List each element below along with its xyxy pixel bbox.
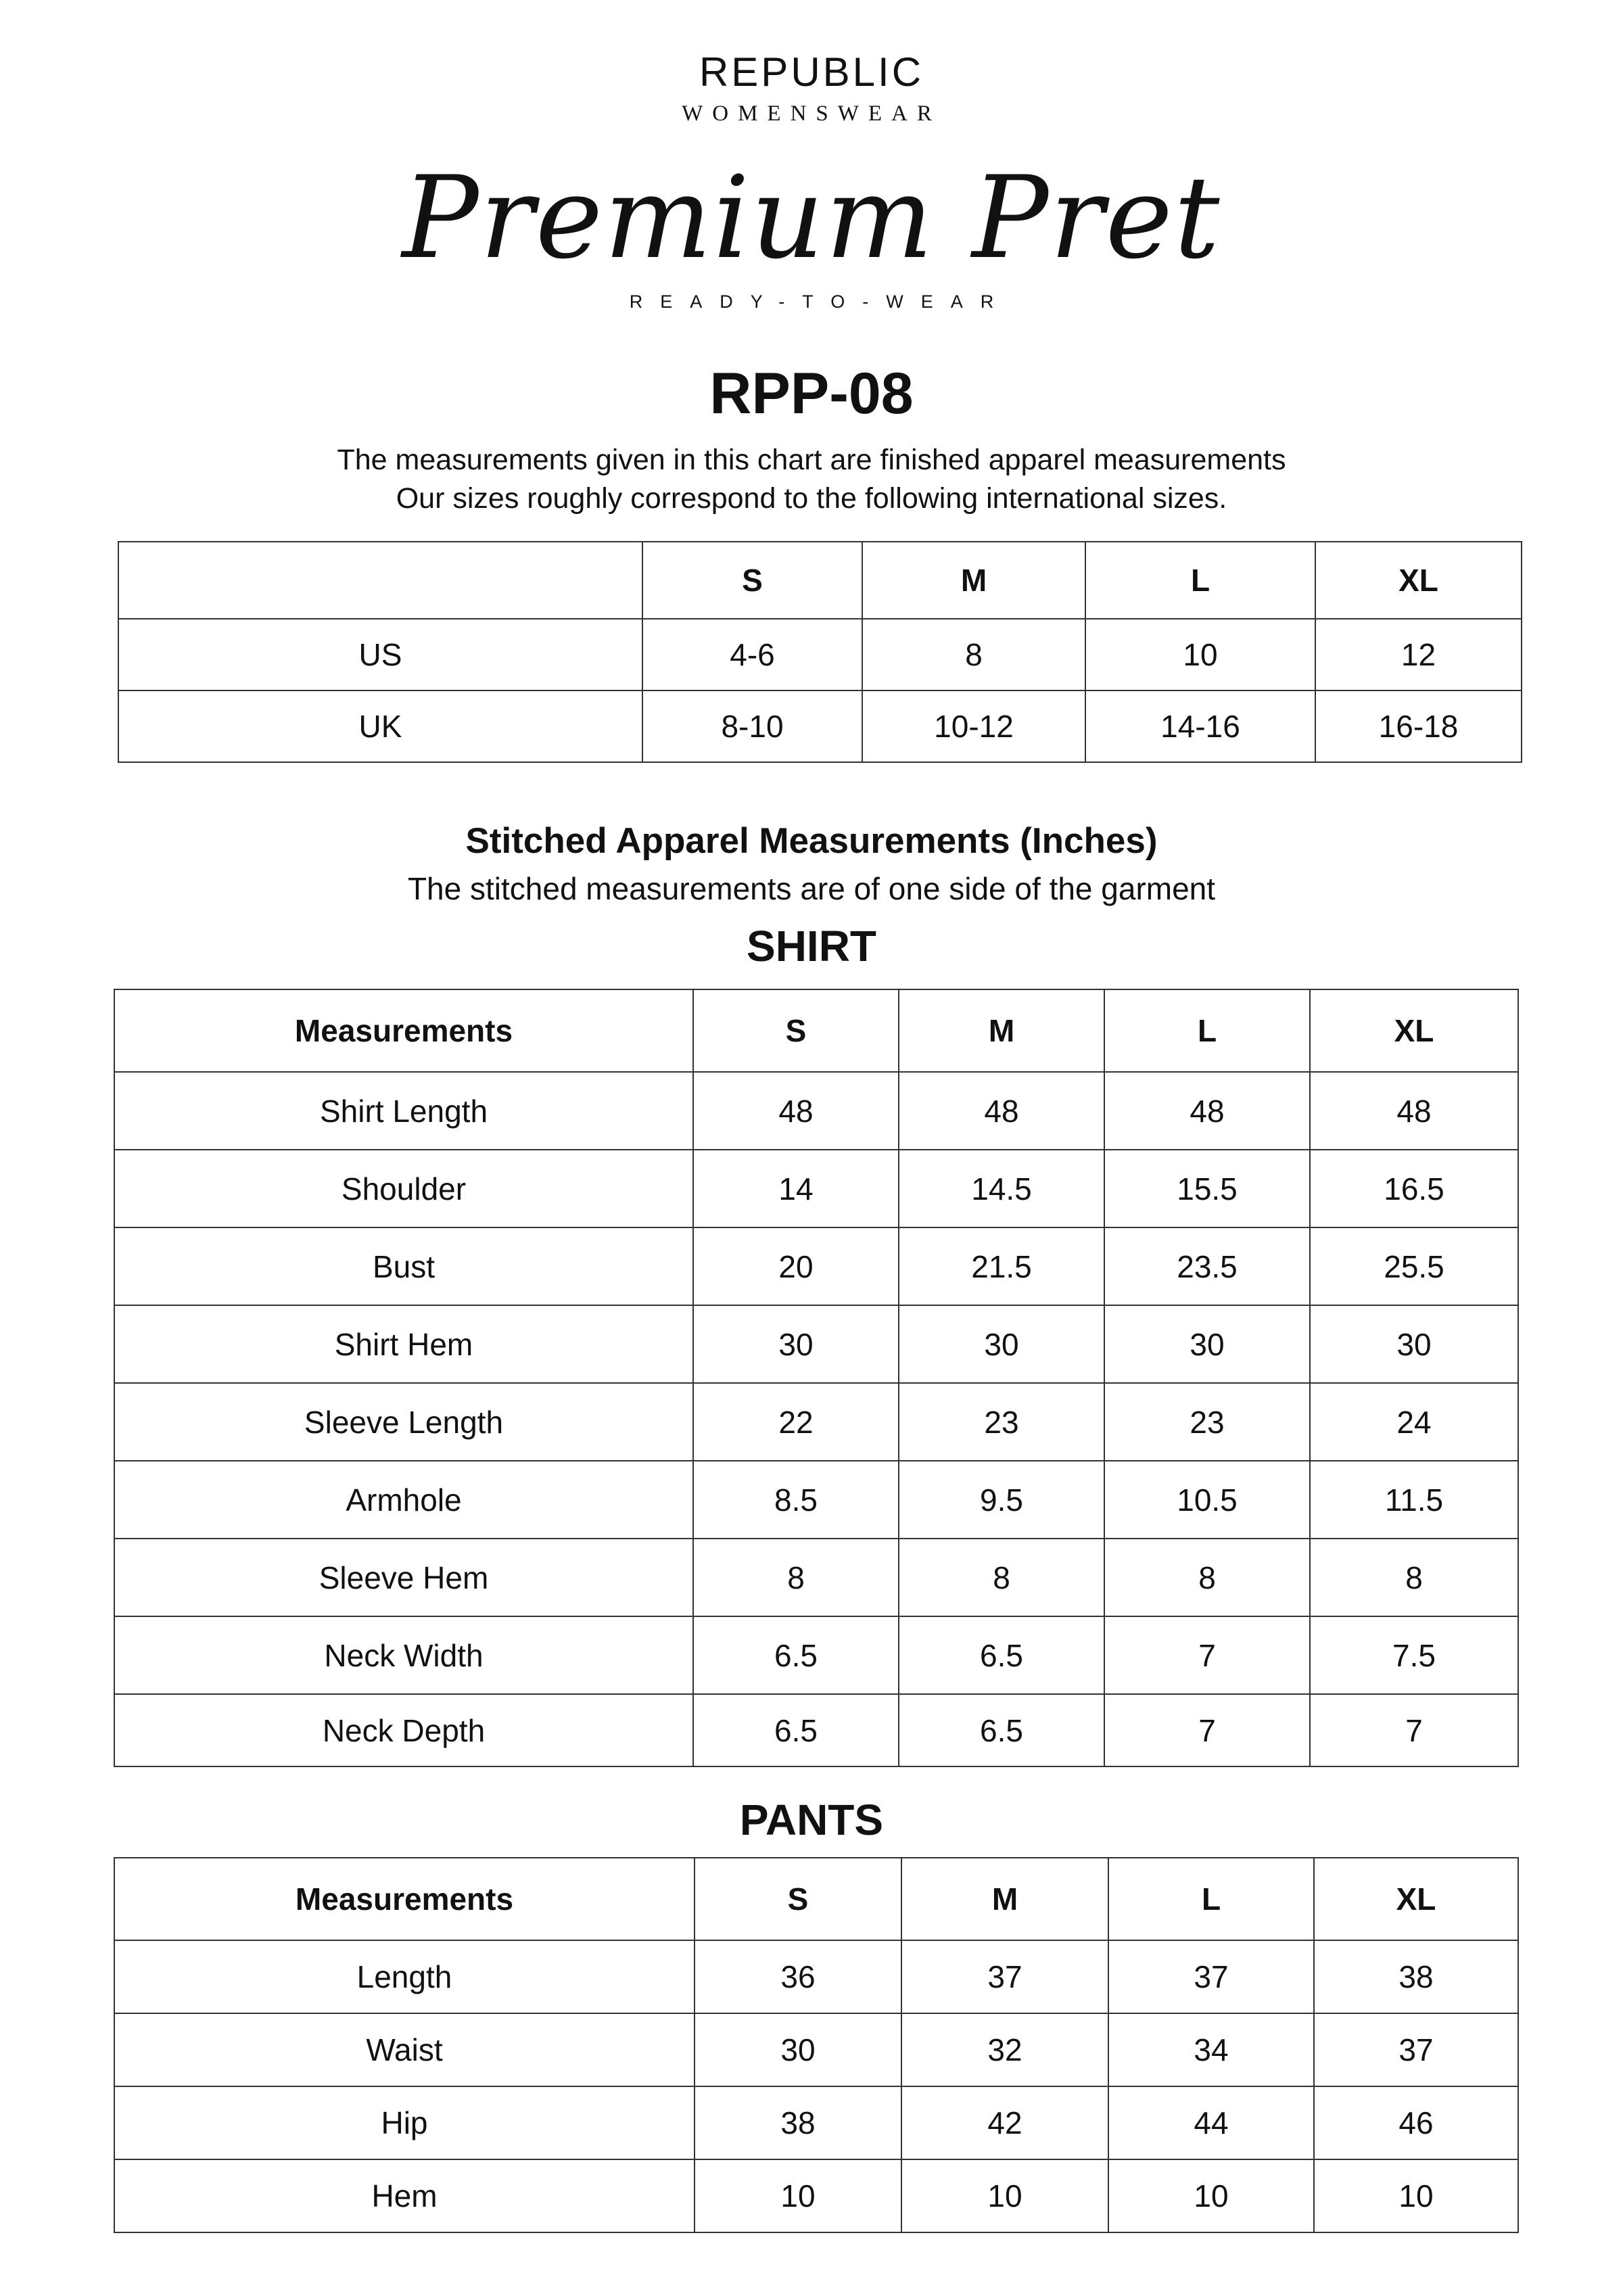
table-cell: 8 xyxy=(693,1539,899,1616)
size-col-s: S xyxy=(693,989,899,1072)
table-cell: 30 xyxy=(695,2013,901,2086)
table-cell: 37 xyxy=(901,1940,1108,2013)
row-label: Neck Width xyxy=(114,1616,693,1694)
table-cell: 37 xyxy=(1108,1940,1314,2013)
brand-name: REPUBLIC xyxy=(699,49,924,95)
table-cell: 16-18 xyxy=(1315,690,1522,762)
table-row xyxy=(114,1072,1518,1150)
brand-subtitle: WOMENSWEAR xyxy=(682,101,941,126)
table-cell: 23 xyxy=(899,1383,1104,1461)
measurements-header: Measurements xyxy=(114,1858,695,1940)
table-cell: 14.5 xyxy=(899,1150,1104,1227)
table-cell: 24 xyxy=(1310,1383,1518,1461)
table-cell: 44 xyxy=(1108,2086,1314,2159)
table-row xyxy=(114,1616,1518,1694)
table-cell: 8 xyxy=(1310,1539,1518,1616)
row-label: Waist xyxy=(114,2013,695,2086)
row-label: Bust xyxy=(114,1227,693,1305)
table-cell: 30 xyxy=(1104,1305,1310,1383)
table-cell: 20 xyxy=(693,1227,899,1305)
table-cell: 34 xyxy=(1108,2013,1314,2086)
table-cell: 21.5 xyxy=(899,1227,1104,1305)
row-label: Armhole xyxy=(114,1461,693,1539)
shirt-measurements-table xyxy=(114,989,1519,1767)
size-table-corner xyxy=(118,542,642,619)
table-cell: 10 xyxy=(1108,2159,1314,2232)
size-table-header-row xyxy=(118,542,1522,619)
table-cell: 30 xyxy=(899,1305,1104,1383)
table-cell: 42 xyxy=(901,2086,1108,2159)
table-cell: 8 xyxy=(862,619,1085,690)
row-label: Hem xyxy=(114,2159,695,2232)
size-col-xl: XL xyxy=(1315,542,1522,619)
pants-measurements-table xyxy=(114,1857,1519,2233)
table-cell: 10 xyxy=(1085,619,1315,690)
table-row xyxy=(118,690,1522,762)
table-cell: 9.5 xyxy=(899,1461,1104,1539)
table-row xyxy=(114,2159,1518,2232)
table-row xyxy=(114,1305,1518,1383)
table-cell: 7 xyxy=(1104,1616,1310,1694)
table-cell: 11.5 xyxy=(1310,1461,1518,1539)
table-row xyxy=(114,2086,1518,2159)
row-label: Hip xyxy=(114,2086,695,2159)
size-col-m: M xyxy=(901,1858,1108,1940)
size-col-s: S xyxy=(642,542,862,619)
size-col-l: L xyxy=(1104,989,1310,1072)
table-cell: 48 xyxy=(899,1072,1104,1150)
row-label: Shoulder xyxy=(114,1150,693,1227)
table-cell: 10 xyxy=(901,2159,1108,2232)
pants-header-row xyxy=(114,1858,1518,1940)
table-cell: 6.5 xyxy=(693,1694,899,1766)
table-cell: 48 xyxy=(1310,1072,1518,1150)
table-cell: 38 xyxy=(695,2086,901,2159)
table-cell: 8 xyxy=(1104,1539,1310,1616)
table-cell: 4-6 xyxy=(642,619,862,690)
table-cell: 8-10 xyxy=(642,690,862,762)
intro-line-2: Our sizes roughly correspond to the following international sizes. xyxy=(396,482,1227,515)
table-cell: 6.5 xyxy=(899,1616,1104,1694)
table-row xyxy=(114,1150,1518,1227)
size-col-s: S xyxy=(695,1858,901,1940)
intro-line-1: The measurements given in this chart are finished apparel measurements xyxy=(337,444,1286,476)
measurements-header: Measurements xyxy=(114,989,693,1072)
table-cell: 23.5 xyxy=(1104,1227,1310,1305)
table-cell: 30 xyxy=(1310,1305,1518,1383)
table-cell: 7 xyxy=(1310,1694,1518,1766)
collection-tagline: READY-TO-WEAR xyxy=(629,291,1012,312)
stitched-title: Stitched Apparel Measurements (Inches) xyxy=(465,821,1158,861)
row-label: UK xyxy=(118,690,642,762)
table-cell: 15.5 xyxy=(1104,1150,1310,1227)
intro-text xyxy=(0,441,1623,518)
table-cell: 10-12 xyxy=(862,690,1085,762)
row-label: Sleeve Hem xyxy=(114,1539,693,1616)
size-col-m: M xyxy=(862,542,1085,619)
collection-logo: Premium Pret xyxy=(402,151,1221,284)
table-cell: 25.5 xyxy=(1310,1227,1518,1305)
table-cell: 48 xyxy=(693,1072,899,1150)
table-row xyxy=(114,1539,1518,1616)
table-cell: 14-16 xyxy=(1085,690,1315,762)
size-col-m: M xyxy=(899,989,1104,1072)
size-col-l: L xyxy=(1085,542,1315,619)
table-cell: 48 xyxy=(1104,1072,1310,1150)
table-cell: 8 xyxy=(899,1539,1104,1616)
table-cell: 38 xyxy=(1314,1940,1518,2013)
table-row xyxy=(114,1940,1518,2013)
row-label: Sleeve Length xyxy=(114,1383,693,1461)
table-cell: 10.5 xyxy=(1104,1461,1310,1539)
table-cell: 7.5 xyxy=(1310,1616,1518,1694)
product-code: RPP-08 xyxy=(709,361,914,426)
pants-heading: PANTS xyxy=(739,1796,884,1844)
shirt-header-row xyxy=(114,989,1518,1072)
international-size-table xyxy=(118,541,1522,763)
table-cell: 22 xyxy=(693,1383,899,1461)
table-cell: 8.5 xyxy=(693,1461,899,1539)
table-cell: 14 xyxy=(693,1150,899,1227)
row-label: US xyxy=(118,619,642,690)
table-row xyxy=(114,2013,1518,2086)
table-cell: 16.5 xyxy=(1310,1150,1518,1227)
table-cell: 30 xyxy=(693,1305,899,1383)
table-cell: 7 xyxy=(1104,1694,1310,1766)
table-row xyxy=(114,1383,1518,1461)
table-cell: 23 xyxy=(1104,1383,1310,1461)
row-label: Shirt Length xyxy=(114,1072,693,1150)
size-col-xl: XL xyxy=(1314,1858,1518,1940)
table-cell: 36 xyxy=(695,1940,901,2013)
table-row xyxy=(114,1694,1518,1766)
table-cell: 10 xyxy=(1314,2159,1518,2232)
size-col-xl: XL xyxy=(1310,989,1518,1072)
table-cell: 6.5 xyxy=(899,1694,1104,1766)
shirt-heading: SHIRT xyxy=(747,922,876,970)
size-col-l: L xyxy=(1108,1858,1314,1940)
row-label: Neck Depth xyxy=(114,1694,693,1766)
table-cell: 46 xyxy=(1314,2086,1518,2159)
table-cell: 12 xyxy=(1315,619,1522,690)
table-cell: 10 xyxy=(695,2159,901,2232)
table-row xyxy=(118,619,1522,690)
table-row xyxy=(114,1227,1518,1305)
stitched-subtitle: The stitched measurements are of one side of the garment xyxy=(407,871,1216,906)
row-label: Shirt Hem xyxy=(114,1305,693,1383)
table-cell: 6.5 xyxy=(693,1616,899,1694)
row-label: Length xyxy=(114,1940,695,2013)
table-cell: 32 xyxy=(901,2013,1108,2086)
table-row xyxy=(114,1461,1518,1539)
table-cell: 37 xyxy=(1314,2013,1518,2086)
